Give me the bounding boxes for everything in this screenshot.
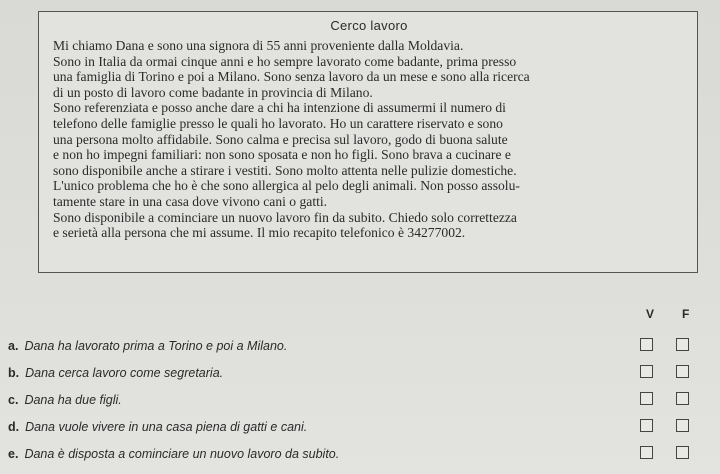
false-column-header: F [682, 307, 690, 321]
statement-d-true-checkbox[interactable] [640, 419, 653, 432]
ad-line: Sono referenziata e posso anche dare a chi ha intenzione di assumermi il numero di [53, 100, 506, 116]
ad-line: tamente stare in una casa dove vivono cani o gatti. [53, 193, 328, 209]
statement-d-false-checkbox[interactable] [676, 419, 689, 432]
statement-e-true-checkbox[interactable] [640, 446, 653, 459]
statement-a-true-checkbox[interactable] [640, 338, 653, 351]
statement-e [8, 447, 339, 461]
ad-line: e serietà alla persona che mi assume. Il mio recapito telefonico è 34277002. [53, 225, 466, 241]
statement-letter: b. [8, 366, 20, 380]
ad-title: Cerco lavoro [330, 18, 408, 33]
ad-line: telefono delle famiglie presso le quali ho lavorato. Ho un carattere riservato e sono [53, 115, 503, 131]
statement-d [8, 420, 307, 434]
statement-text: Dana vuole vivere in una casa piena di gatti e cani. [25, 420, 308, 434]
statement-b-true-checkbox[interactable] [640, 365, 653, 378]
statement-c-true-checkbox[interactable] [640, 392, 653, 405]
ad-line: una persona molto affidabile. Sono calma e precisa sul lavoro, godo di buona salute [53, 131, 508, 147]
statement-b [8, 366, 223, 380]
statement-e-false-checkbox[interactable] [676, 446, 689, 459]
statement-text: Dana cerca lavoro come segretaria. [25, 366, 224, 380]
statement-letter: a. [8, 339, 19, 353]
statement-text: Dana ha due figli. [24, 393, 122, 407]
statement-b-false-checkbox[interactable] [676, 365, 689, 378]
statement-text: Dana è disposta a cominciare un nuovo lavoro da subito. [24, 447, 340, 461]
statement-letter: e. [8, 447, 19, 461]
ad-line: e non ho impegni familiari: non sono sposata e non ho figli. Sono brava a cucinare e [53, 147, 511, 163]
ad-line: una famiglia di Torino e poi a Milano. Sono senza lavoro da un mese e sono alla ricerca [53, 69, 530, 85]
ad-line: L'unico problema che ho è che sono allergica al pelo degli animali. Non posso assolu- [53, 178, 520, 194]
ad-line: Sono disponibile a cominciare un nuovo lavoro fin da subito. Chiedo solo correttezza [53, 209, 517, 225]
statement-a-false-checkbox[interactable] [676, 338, 689, 351]
statement-c [8, 393, 122, 407]
job-ad-box [38, 11, 698, 273]
statement-letter: d. [8, 420, 20, 434]
ad-line: Mi chiamo Dana e sono una signora di 55 anni proveniente dalla Moldavia. [53, 38, 464, 53]
statement-text: Dana ha lavorato prima a Torino e poi a Milano. [24, 339, 288, 353]
ad-line: di un posto di lavoro come badante in provincia di Milano. [53, 84, 373, 100]
statement-c-false-checkbox[interactable] [676, 392, 689, 405]
statement-letter: c. [8, 393, 19, 407]
statement-a [8, 339, 287, 353]
ad-line: Sono in Italia da ormai cinque anni e ho sempre lavorato come badante, prima presso [53, 53, 517, 69]
ad-line: sono disponibile anche a stirare i vestiti. Sono molto attenta nelle pulizie domestiche. [53, 162, 517, 178]
true-column-header: V [646, 307, 655, 321]
